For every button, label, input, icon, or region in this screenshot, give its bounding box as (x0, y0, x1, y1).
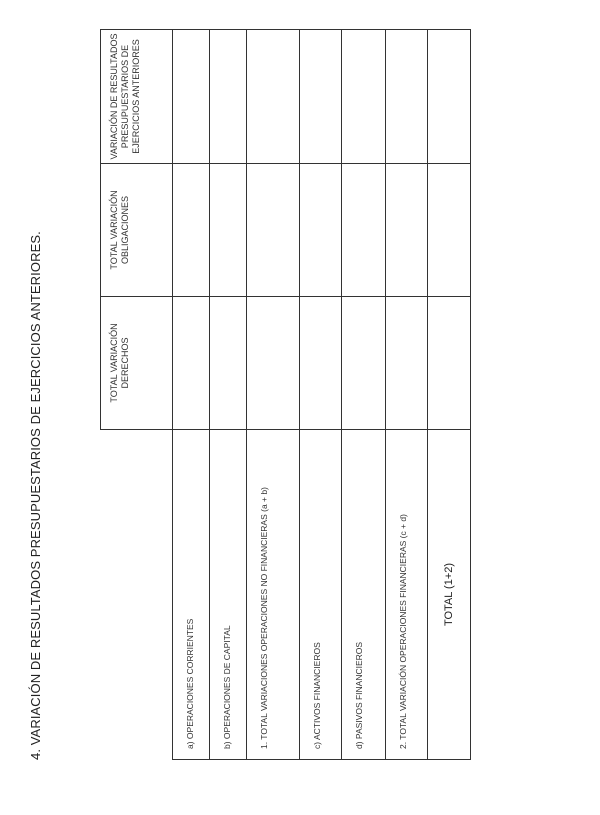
page-title: 4. VARIACIÓN DE RESULTADOS PRESUPUESTARIOS DE EJERCICIOS ANTERIORES. (28, 231, 43, 760)
cell-derechos (173, 297, 210, 430)
row-label-total: TOTAL (1+2) (428, 430, 471, 760)
col-header-resultados: VARIACIÓN DE RESULTADOS PRESUPUESTARIOS DE EJERCICIOS ANTERIORES (101, 30, 173, 164)
row-label-total-financieras: 2. TOTAL VARIACIÓN OPERACIONES FINANCIERAS (c + d) (386, 430, 428, 760)
cell-derechos (386, 297, 428, 430)
cell-obligaciones (173, 164, 210, 297)
row-label-operaciones-capital: b) OPERACIONES DE CAPITAL (210, 430, 247, 760)
cell-obligaciones (300, 164, 342, 297)
row-label-operaciones-corrientes: a) OPERACIONES CORRIENTES (173, 430, 210, 760)
cell-resultados (173, 30, 210, 164)
table-row (342, 30, 386, 760)
cell-derechos (247, 297, 300, 430)
cell-obligaciones (386, 164, 428, 297)
cell-derechos (342, 297, 386, 430)
cell-obligaciones (210, 164, 247, 297)
cell-obligaciones (342, 164, 386, 297)
cell-derechos (210, 297, 247, 430)
cell-obligaciones (247, 164, 300, 297)
row-label-activos-financieros: c) ACTIVOS FINANCIEROS (300, 430, 342, 760)
cell-resultados (386, 30, 428, 164)
table-row (210, 30, 247, 760)
cell-resultados (210, 30, 247, 164)
results-table (100, 29, 471, 760)
header-row (101, 30, 173, 760)
cell-resultados (247, 30, 300, 164)
header-corner (101, 430, 173, 760)
col-header-derechos: TOTAL VARIACIÓN DERECHOS (101, 297, 173, 430)
cell-resultados (428, 30, 471, 164)
cell-derechos (300, 297, 342, 430)
row-label-total-no-financieras: 1. TOTAL VARIACIONES OPERACIONES NO FINANCIERAS (a + b) (247, 430, 300, 760)
table-row (386, 30, 428, 760)
table-row (300, 30, 342, 760)
cell-resultados (342, 30, 386, 164)
row-label-pasivos-financieros: d) PASIVOS FINANCIEROS (342, 430, 386, 760)
total-row (428, 30, 471, 760)
col-header-obligaciones: TOTAL VARIACIÓN OBLIGACIONES (101, 164, 173, 297)
cell-obligaciones (428, 164, 471, 297)
cell-derechos (428, 297, 471, 430)
table-row (173, 30, 210, 760)
table-row (247, 30, 300, 760)
cell-resultados (300, 30, 342, 164)
